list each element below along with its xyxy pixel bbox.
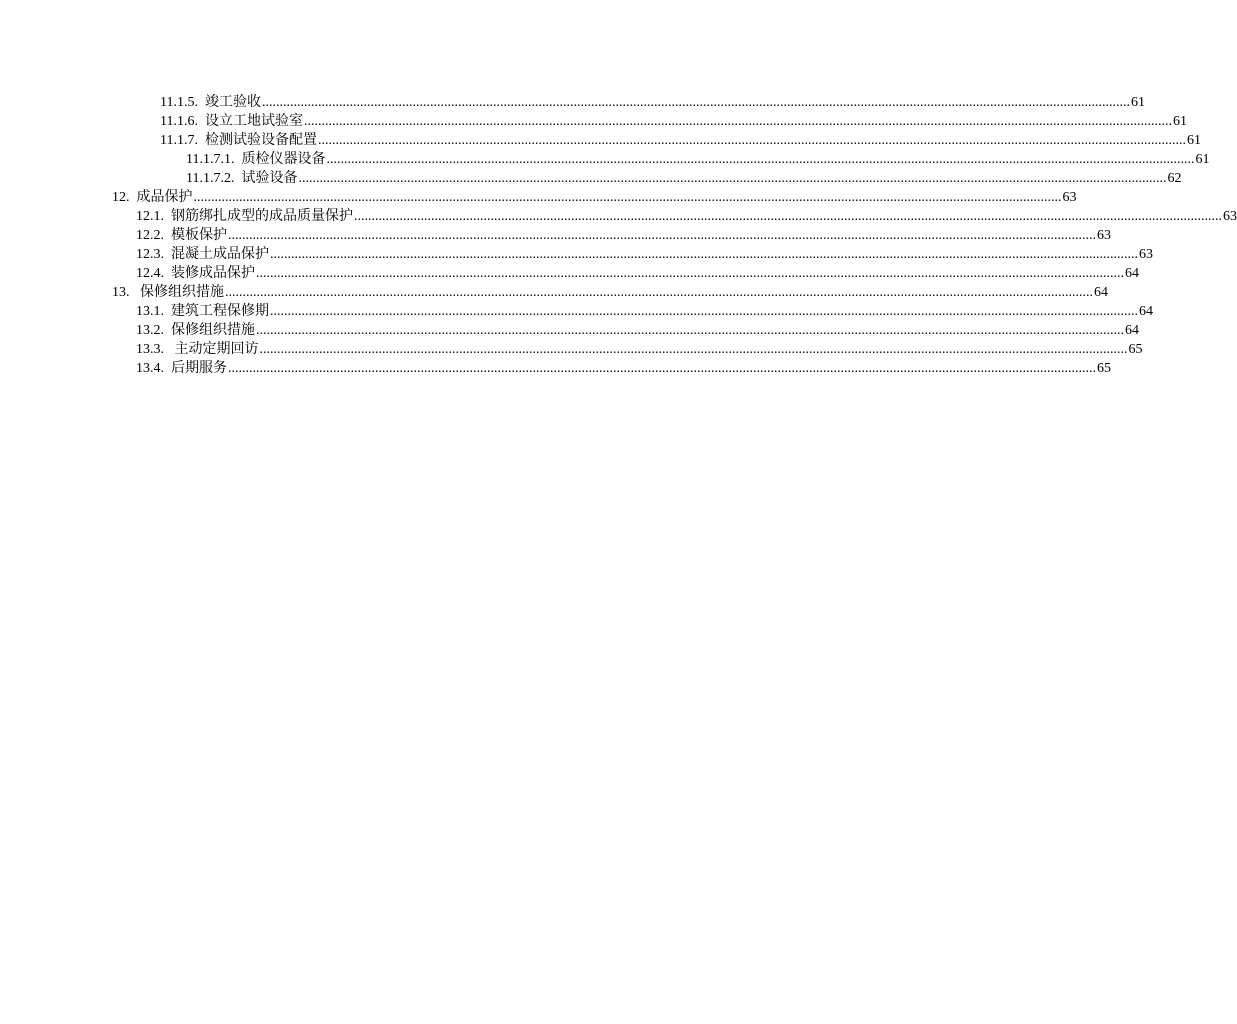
toc-number: 13.4. — [136, 361, 164, 376]
toc-entry[interactable] — [0, 93, 1145, 112]
toc-leader-dots — [225, 283, 1093, 302]
table-of-contents — [0, 93, 1237, 378]
toc-title: 钢筋绑扎成型的成品质量保护 — [171, 209, 353, 224]
toc-title: 质检仪器设备 — [241, 152, 326, 167]
toc-leader-dots — [256, 264, 1124, 283]
toc-leader-dots — [298, 169, 1166, 188]
toc-leader-dots — [194, 188, 1062, 207]
toc-number: 13.2. — [136, 323, 164, 338]
toc-number: 11.1.6. — [160, 114, 198, 129]
toc-page-number: 61 — [1195, 152, 1210, 167]
toc-number: 11.1.5. — [160, 95, 198, 110]
toc-number: 13.3. — [136, 342, 164, 357]
toc-leader-dots — [270, 302, 1138, 321]
toc-entry[interactable] — [0, 359, 1111, 378]
toc-title: 设立工地试验室 — [204, 114, 303, 129]
toc-page-number: 63 — [1062, 190, 1077, 205]
toc-title: 试验设备 — [241, 171, 298, 186]
toc-page-number: 62 — [1167, 171, 1182, 186]
toc-title: 主动定期回访 — [174, 342, 259, 357]
toc-title: 保修组织措施 — [140, 285, 224, 300]
toc-entry[interactable] — [0, 321, 1139, 340]
toc-leader-dots — [326, 150, 1194, 169]
toc-title: 装修成品保护 — [171, 266, 255, 281]
toc-title: 竣工验收 — [204, 95, 261, 110]
toc-page-number: 65 — [1097, 361, 1111, 376]
toc-page-number: 63 — [1223, 209, 1237, 224]
toc-leader-dots — [318, 131, 1186, 150]
toc-number: 12.4. — [136, 266, 164, 281]
toc-number: 11.1.7.2. — [186, 171, 235, 186]
toc-number: 12.3. — [136, 247, 164, 262]
toc-page-number: 65 — [1128, 342, 1143, 357]
toc-entry[interactable] — [0, 188, 1077, 207]
toc-page-number: 64 — [1125, 323, 1139, 338]
toc-leader-dots — [304, 112, 1172, 131]
toc-leader-dots — [260, 340, 1128, 359]
toc-entry[interactable] — [0, 169, 1182, 188]
toc-title: 建筑工程保修期 — [171, 304, 269, 319]
toc-entry[interactable] — [0, 150, 1210, 169]
toc-leader-dots — [228, 226, 1096, 245]
toc-title: 保修组织措施 — [171, 323, 255, 338]
toc-entry[interactable] — [0, 283, 1108, 302]
toc-number: 12.1. — [136, 209, 164, 224]
toc-page-number: 63 — [1097, 228, 1111, 243]
toc-entry[interactable] — [0, 245, 1153, 264]
toc-page-number: 61 — [1130, 95, 1145, 110]
toc-number: 12.2. — [136, 228, 164, 243]
toc-number: 13.1. — [136, 304, 164, 319]
toc-leader-dots — [262, 93, 1130, 112]
toc-entry[interactable] — [0, 264, 1139, 283]
toc-page-number: 61 — [1186, 133, 1201, 148]
toc-number: 13. — [112, 285, 130, 300]
toc-number: 11.1.7.1. — [186, 152, 235, 167]
toc-title: 混凝土成品保护 — [171, 247, 269, 262]
toc-entry[interactable] — [0, 207, 1237, 226]
toc-leader-dots — [270, 245, 1138, 264]
toc-leader-dots — [256, 321, 1124, 340]
toc-number: 12. — [112, 190, 130, 205]
toc-title: 后期服务 — [171, 361, 227, 376]
toc-leader-dots — [354, 207, 1222, 226]
toc-entry[interactable] — [0, 226, 1111, 245]
toc-title: 检测试验设备配置 — [204, 133, 317, 148]
toc-entry[interactable] — [0, 112, 1187, 131]
toc-page-number: 64 — [1094, 285, 1108, 300]
toc-title: 成品保护 — [136, 190, 193, 205]
toc-entry[interactable] — [0, 302, 1153, 321]
toc-leader-dots — [228, 359, 1096, 378]
toc-page-number: 64 — [1125, 266, 1139, 281]
toc-entry[interactable] — [0, 131, 1201, 150]
toc-entry[interactable] — [0, 340, 1143, 359]
toc-number: 11.1.7. — [160, 133, 198, 148]
toc-title: 模板保护 — [171, 228, 227, 243]
toc-page-number: 61 — [1172, 114, 1187, 129]
toc-page-number: 63 — [1139, 247, 1153, 262]
toc-page-number: 64 — [1139, 304, 1153, 319]
